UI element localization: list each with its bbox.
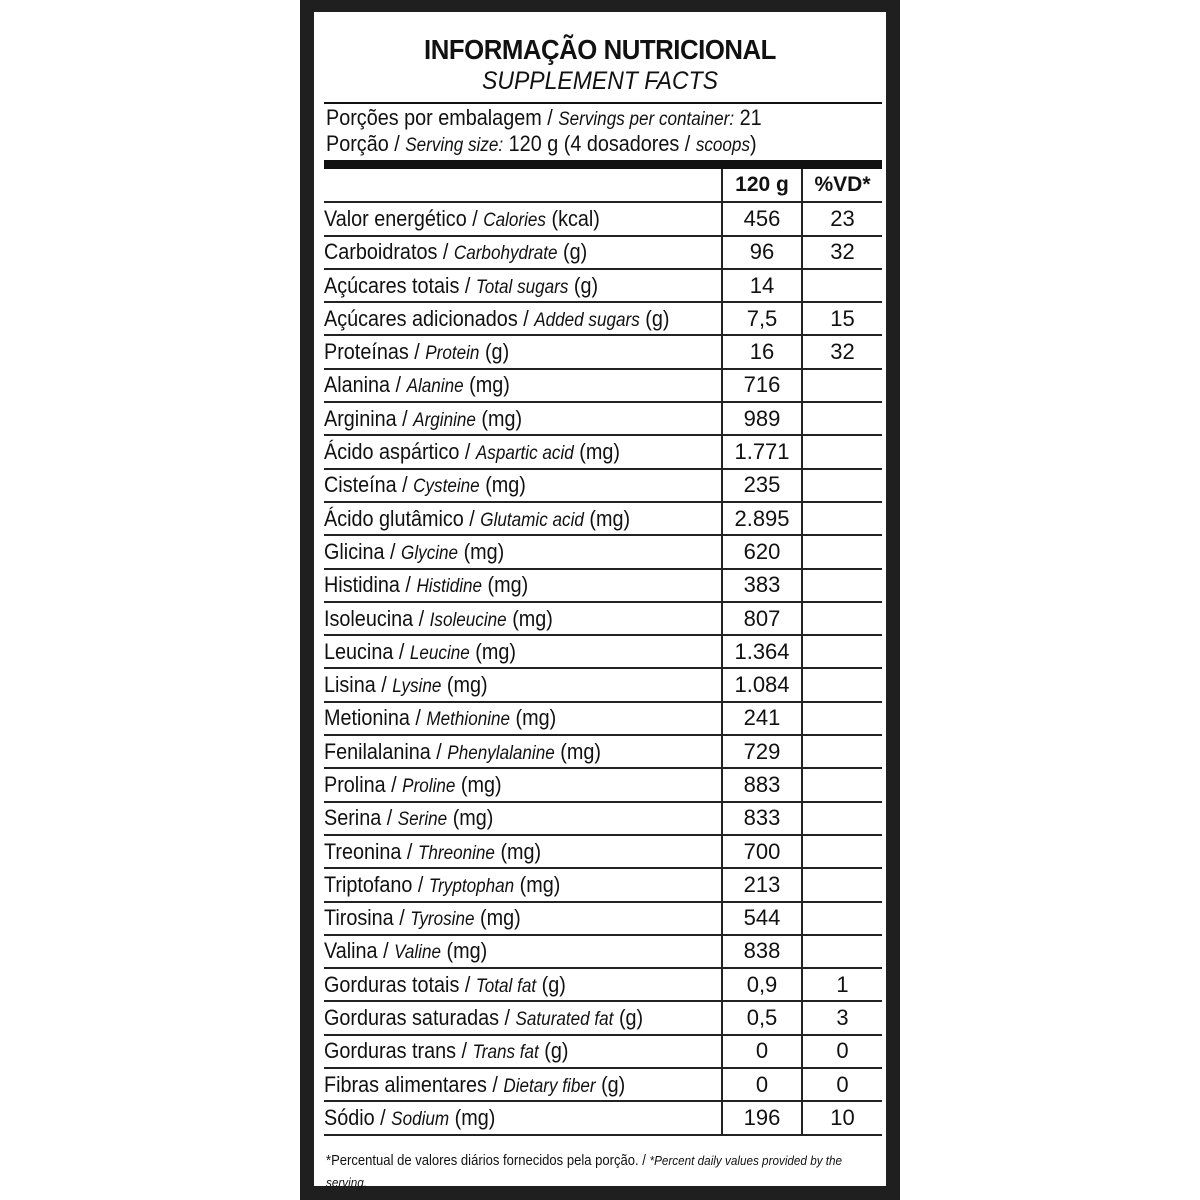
nutrient-unit: (mg) <box>463 538 505 564</box>
nutrient-unit: (g) <box>544 1038 569 1064</box>
serving-size-en: Serving size: <box>405 135 504 156</box>
nutrient-pt: Ácido glutâmico / <box>324 505 475 531</box>
nutrient-vd: 32 <box>802 236 882 269</box>
nutrient-vd <box>802 768 882 801</box>
nutrient-pt: Gorduras totais / <box>324 971 471 997</box>
nutrient-amount: 0,9 <box>722 968 802 1001</box>
nutrient-vd: 15 <box>802 302 882 335</box>
nutrient-name <box>324 269 722 302</box>
nutrient-amount: 14 <box>722 269 802 302</box>
nutrient-name <box>324 535 722 568</box>
nutrient-name <box>324 668 722 701</box>
nutrient-name <box>324 236 722 269</box>
nutrient-unit: (mg) <box>480 905 521 931</box>
nutrient-pt: Cisteína / <box>324 472 408 498</box>
nutrient-pt: Valor energético / <box>324 205 478 231</box>
nutrient-unit: (g) <box>645 305 670 331</box>
nutrient-en: Isoleucine <box>429 609 507 631</box>
table-row <box>324 702 882 735</box>
table-row <box>324 668 882 701</box>
servings-per-container-value: 21 <box>739 105 762 130</box>
nutrient-name <box>324 735 722 768</box>
nutrient-en: Serine <box>397 809 448 831</box>
nutrient-unit: (mg) <box>481 405 523 431</box>
nutrient-amount: 1.771 <box>722 435 802 468</box>
nutrient-amount: 241 <box>722 702 802 735</box>
nutrient-pt: Alanina / <box>324 372 402 398</box>
nutrient-name <box>324 435 722 468</box>
nutrient-en: Cysteine <box>413 476 480 498</box>
label-title: INFORMAÇÃO NUTRICIONAL <box>424 34 776 65</box>
serving-size-unit-en: scoops <box>695 135 750 156</box>
label-subtitle: SUPPLEMENT FACTS <box>481 67 719 95</box>
nutrient-pt: Arginina / <box>324 405 408 431</box>
nutrient-vd: 10 <box>802 1101 882 1134</box>
nutrient-amount: 213 <box>722 868 802 901</box>
table-row <box>324 1068 882 1101</box>
table-row <box>324 635 882 668</box>
nutrient-name <box>324 202 722 235</box>
nutrient-amount: 838 <box>722 935 802 968</box>
nutrient-en: Threonine <box>417 842 495 864</box>
nutrient-label <box>324 339 509 365</box>
footnote-en: *Percent daily values provided by the serving. <box>326 1153 843 1190</box>
nutrient-unit: (mg) <box>485 472 526 498</box>
nutrient-pt: Valina / <box>324 938 389 964</box>
nutrient-en: Valine <box>394 942 441 964</box>
nutrient-amount: 0 <box>722 1035 802 1068</box>
nutrient-pt: Proteínas / <box>324 339 420 365</box>
nutrient-amount: 1.364 <box>722 635 802 668</box>
nutrient-pt: Lisina / <box>324 672 387 698</box>
servings-per-container-en: Servings per container: <box>558 109 735 130</box>
serving-size-pt: Porção / <box>326 131 400 156</box>
nutrient-pt: Histidina / <box>324 572 411 598</box>
nutrient-label <box>324 805 493 831</box>
table-row <box>324 335 882 368</box>
nutrient-name <box>324 768 722 801</box>
nutrient-label <box>324 739 601 765</box>
nutrient-unit: (mg) <box>475 638 516 664</box>
nutrient-unit: (mg) <box>589 505 631 531</box>
nutrient-unit: (mg) <box>515 705 557 731</box>
nutrient-pt: Ácido aspártico / <box>324 439 471 465</box>
table-row <box>324 402 882 435</box>
nutrient-label <box>324 639 516 665</box>
nutrient-vd <box>802 935 882 968</box>
nutrient-label <box>324 839 541 865</box>
table-row <box>324 768 882 801</box>
nutrient-pt: Fenilalanina / <box>324 738 442 764</box>
nutrient-amount: 0,5 <box>722 1001 802 1034</box>
nutrient-amount: 2.895 <box>722 502 802 535</box>
nutrient-unit: (g) <box>618 1005 644 1031</box>
nutrient-name <box>324 1068 722 1101</box>
nutrient-name <box>324 469 722 502</box>
table-row <box>324 236 882 269</box>
nutrient-amount: 700 <box>722 835 802 868</box>
nutrient-en: Total fat <box>475 975 537 997</box>
nutrient-en: Arginine <box>413 409 476 431</box>
nutrient-name <box>324 569 722 602</box>
nutrient-unit: (mg) <box>560 738 601 764</box>
nutrient-pt: Isoleucina / <box>324 605 425 631</box>
nutrient-label <box>324 239 587 265</box>
nutrition-table <box>324 169 882 1136</box>
table-header-row <box>324 169 882 202</box>
nutrient-en: Aspartic acid <box>475 443 574 465</box>
table-row <box>324 1101 882 1134</box>
nutrient-name <box>324 835 722 868</box>
table-row <box>324 469 882 502</box>
nutrient-label <box>324 705 556 731</box>
nutrient-label <box>324 1038 568 1064</box>
nutrient-en: Histidine <box>416 576 483 598</box>
nutrient-vd <box>802 868 882 901</box>
nutrient-vd: 0 <box>802 1068 882 1101</box>
nutrient-name <box>324 502 722 535</box>
nutrient-vd <box>802 902 882 935</box>
nutrient-label <box>324 905 521 931</box>
nutrient-vd <box>802 269 882 302</box>
nutrient-label <box>324 306 669 332</box>
nutrient-label <box>324 406 522 432</box>
nutrient-unit: (g) <box>541 971 566 997</box>
nutrition-rows <box>324 202 882 1134</box>
table-row <box>324 569 882 602</box>
nutrient-unit: (mg) <box>519 871 561 897</box>
nutrient-amount: 0 <box>722 1068 802 1101</box>
nutrient-pt: Sódio / <box>324 1104 386 1130</box>
nutrient-vd <box>802 668 882 701</box>
nutrient-amount: 883 <box>722 768 802 801</box>
nutrient-name <box>324 635 722 668</box>
nutrient-amount: 16 <box>722 335 802 368</box>
nutrient-vd <box>802 702 882 735</box>
nutrient-vd <box>802 602 882 635</box>
nutrient-unit: (mg) <box>454 1104 496 1130</box>
nutrient-unit: (mg) <box>460 771 502 797</box>
nutrient-unit: (mg) <box>500 838 542 864</box>
nutrient-vd: 32 <box>802 335 882 368</box>
nutrient-vd: 3 <box>802 1001 882 1034</box>
nutrient-vd <box>802 369 882 402</box>
nutrient-name <box>324 602 722 635</box>
nutrient-vd <box>802 735 882 768</box>
nutrient-pt: Metionina / <box>324 705 421 731</box>
table-row <box>324 1035 882 1068</box>
serving-size-close: ) <box>749 131 757 156</box>
nutrient-label <box>324 472 526 498</box>
table-row <box>324 202 882 235</box>
nutrient-amount: 620 <box>722 535 802 568</box>
servings-per-container-pt: Porções por embalagem / <box>326 105 553 130</box>
nutrient-label <box>324 273 598 299</box>
nutrient-en: Total sugars <box>475 276 569 298</box>
nutrient-vd <box>802 802 882 835</box>
nutrient-en: Carbohydrate <box>453 243 558 265</box>
servings-per-container <box>326 105 762 131</box>
nutrient-amount: 716 <box>722 369 802 402</box>
nutrient-name <box>324 369 722 402</box>
nutrient-unit: (mg) <box>469 372 510 398</box>
table-row <box>324 835 882 868</box>
nutrient-vd <box>802 835 882 868</box>
table-row <box>324 502 882 535</box>
nutrient-pt: Tirosina / <box>324 905 405 931</box>
nutrient-vd <box>802 535 882 568</box>
divider-thin <box>324 102 882 104</box>
nutrient-en: Protein <box>425 343 480 365</box>
table-row <box>324 435 882 468</box>
table-row <box>324 802 882 835</box>
nutrient-pt: Açúcares adicionados / <box>324 305 529 331</box>
table-row <box>324 1001 882 1034</box>
nutrient-label <box>324 1005 643 1031</box>
nutrient-name <box>324 302 722 335</box>
nutrient-pt: Glicina / <box>324 538 396 564</box>
nutrient-vd <box>802 502 882 535</box>
nutrient-name <box>324 1035 722 1068</box>
nutrient-en: Calories <box>483 209 546 231</box>
nutrient-amount: 989 <box>722 402 802 435</box>
nutrient-vd <box>802 635 882 668</box>
nutrient-label <box>324 206 600 232</box>
nutrient-amount: 729 <box>722 735 802 768</box>
nutrient-vd: 1 <box>802 968 882 1001</box>
nutrient-en: Methionine <box>426 709 511 731</box>
nutrient-en: Saturated fat <box>515 1009 614 1031</box>
nutrient-en: Tyrosine <box>410 909 475 931</box>
nutrient-name <box>324 802 722 835</box>
nutrient-en: Sodium <box>391 1108 450 1130</box>
footnote <box>326 1150 884 1194</box>
nutrition-label <box>314 12 886 1190</box>
nutrient-label <box>324 872 560 898</box>
nutrient-unit: (g) <box>601 1071 626 1097</box>
nutrient-name <box>324 702 722 735</box>
table-row <box>324 535 882 568</box>
nutrient-unit: (mg) <box>579 439 621 465</box>
nutrient-vd <box>802 569 882 602</box>
nutrient-amount: 96 <box>722 236 802 269</box>
nutrient-unit: (g) <box>563 239 588 265</box>
divider-thick <box>324 160 882 169</box>
nutrient-vd <box>802 402 882 435</box>
nutrient-en: Phenylalanine <box>447 742 555 764</box>
nutrient-en: Proline <box>402 775 456 797</box>
nutrient-pt: Gorduras trans / <box>324 1038 468 1064</box>
nutrient-name <box>324 335 722 368</box>
nutrient-label <box>324 506 630 532</box>
nutrient-unit: (mg) <box>446 672 488 698</box>
table-row <box>324 269 882 302</box>
nutrient-en: Glycine <box>401 542 459 564</box>
nutrient-unit: (g) <box>484 339 510 365</box>
nutrient-name <box>324 1001 722 1034</box>
nutrient-amount: 235 <box>722 469 802 502</box>
nutrient-amount: 7,5 <box>722 302 802 335</box>
nutrient-amount: 196 <box>722 1101 802 1134</box>
nutrient-en: Glutamic acid <box>480 509 584 531</box>
nutrient-label <box>324 572 528 598</box>
nutrient-label <box>324 938 487 964</box>
nutrient-name <box>324 1101 722 1134</box>
nutrient-vd <box>802 469 882 502</box>
table-row <box>324 935 882 968</box>
nutrient-label <box>324 372 510 398</box>
nutrient-label <box>324 539 504 565</box>
footnote-pt: *Percentual de valores diários fornecidos pela porção. / <box>326 1153 646 1169</box>
nutrient-pt: Carboidratos / <box>324 239 449 265</box>
nutrient-label <box>324 1105 495 1131</box>
nutrient-label <box>324 439 620 465</box>
nutrient-label <box>324 1072 625 1098</box>
nutrient-unit: (mg) <box>446 938 488 964</box>
nutrient-label <box>324 606 553 632</box>
nutrient-en: Added sugars <box>534 309 640 331</box>
nutrient-amount: 833 <box>722 802 802 835</box>
nutrient-label <box>324 972 566 998</box>
nutrient-name <box>324 868 722 901</box>
nutrient-amount: 456 <box>722 202 802 235</box>
nutrient-vd <box>802 435 882 468</box>
nutrient-vd: 23 <box>802 202 882 235</box>
nutrient-en: Alanine <box>406 376 464 398</box>
nutrient-en: Leucine <box>409 642 470 664</box>
nutrient-unit: (mg) <box>452 805 494 831</box>
serving-size-value: 120 g (4 dosadores / <box>508 131 691 156</box>
table-row <box>324 735 882 768</box>
nutrient-pt: Leucina / <box>324 638 405 664</box>
header-vd: %VD* <box>802 169 882 202</box>
nutrient-name <box>324 968 722 1001</box>
table-row <box>324 868 882 901</box>
nutrient-amount: 383 <box>722 569 802 602</box>
nutrient-unit: (mg) <box>512 605 553 631</box>
nutrient-amount: 807 <box>722 602 802 635</box>
table-row <box>324 902 882 935</box>
nutrient-pt: Açúcares totais / <box>324 272 471 298</box>
nutrient-pt: Serina / <box>324 805 393 831</box>
serving-size <box>326 131 757 157</box>
nutrient-unit: (mg) <box>487 572 529 598</box>
nutrient-unit: (kcal) <box>551 205 600 231</box>
table-row <box>324 369 882 402</box>
header-amount: 120 g <box>722 169 802 202</box>
nutrient-pt: Fibras alimentares / <box>324 1071 498 1097</box>
nutrient-pt: Treonina / <box>324 838 413 864</box>
nutrient-unit: (g) <box>573 272 599 298</box>
nutrient-label <box>324 672 488 698</box>
nutrient-en: Trans fat <box>472 1042 539 1064</box>
nutrient-label <box>324 772 502 798</box>
nutrient-name <box>324 935 722 968</box>
nutrient-pt: Gorduras saturadas / <box>324 1005 511 1031</box>
nutrient-amount: 1.084 <box>722 668 802 701</box>
nutrient-name <box>324 402 722 435</box>
table-row <box>324 302 882 335</box>
nutrient-pt: Triptofano / <box>324 871 424 897</box>
nutrient-en: Lysine <box>392 676 442 698</box>
nutrient-pt: Prolina / <box>324 771 397 797</box>
header-nutrient <box>324 169 722 202</box>
table-row <box>324 602 882 635</box>
nutrient-en: Tryptophan <box>428 875 515 897</box>
table-row <box>324 968 882 1001</box>
nutrient-amount: 544 <box>722 902 802 935</box>
nutrient-vd: 0 <box>802 1035 882 1068</box>
nutrient-name <box>324 902 722 935</box>
nutrient-en: Dietary fiber <box>503 1075 596 1097</box>
